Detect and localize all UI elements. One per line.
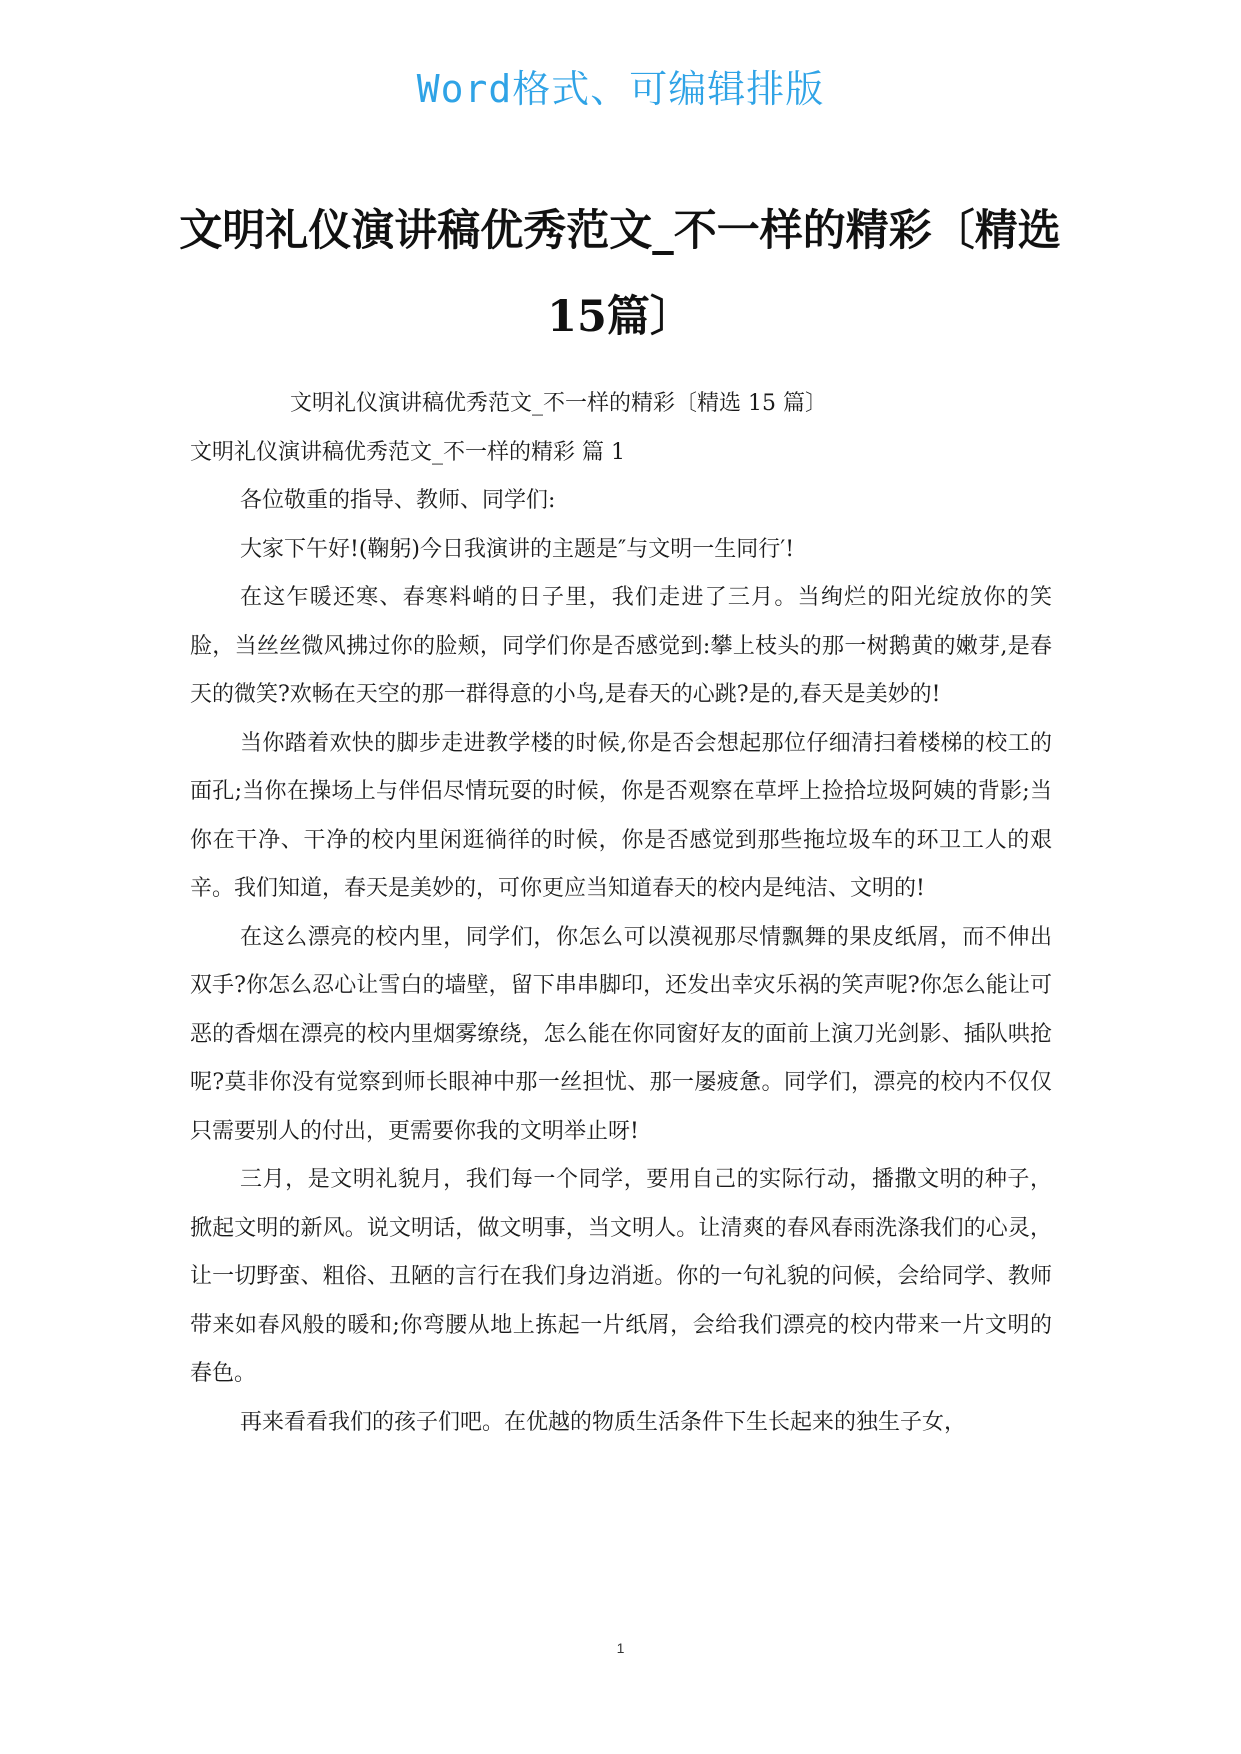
section-heading: 文明礼仪演讲稿优秀范文_不一样的精彩 篇 1 bbox=[190, 439, 625, 465]
document-title bbox=[170, 188, 1070, 360]
paragraph: 大家下午好!(鞠躬)今日我演讲的主题是″与文明一生同行′! bbox=[240, 536, 795, 562]
document-body bbox=[190, 380, 1052, 1447]
document-subtitle: 文明礼仪演讲稿优秀范文_不一样的精彩〔精选 15 篇〕 bbox=[290, 391, 827, 416]
paragraph: 三月，是文明礼貌月，我们每一个同学，要用自己的实际行动，播撒文明的种子，掀起文明的新风。说文明话，做文明事，当文明人。让清爽的春风春雨洗涤我们的心灵，让一切野蛮、粗俗、丑陋的言行在我们身边消逝。你的一句礼貌的问候，会给同学、教师带来如春风般的暖和;你弯腰从地上拣起一片纸屑，会给我们漂亮的校内带来一片文明的春色。 bbox=[190, 1167, 1052, 1386]
paragraph: 当你踏着欢快的脚步走进教学楼的时候,你是否会想起那位仔细清扫着楼梯的校工的面孔;当你在操场上与伴侣尽情玩耍的时候，你是否观察在草坪上捡拾垃圾阿姨的背影;当你在干净、干净的校内里闲逛徜徉的时候，你是否感觉到那些拖垃圾车的环卫工人的艰辛。我们知道，春天是美妙的，可你更应当知道春天的校内是纯洁、文明的! bbox=[190, 730, 1052, 901]
document-title-line-1: 文明礼仪演讲稿优秀范文_不一样的精彩〔精选 bbox=[179, 206, 1061, 256]
paragraph: 在这么漂亮的校内里，同学们，你怎么可以漠视那尽情飘舞的果皮纸屑，而不伸出双手?你怎么忍心让雪白的墙壁，留下串串脚印，还发出幸灾乐祸的笑声呢?你怎么能让可恶的香烟在漂亮的校内里烟雾缭绕，怎么能在你同窗好友的面前上演刀光剑影、插队哄抢呢?莫非你没有觉察到师长眼神中那一丝担忧、那一屡疲惫。同学们，漂亮的校内不仅仅只需要别人的付出，更需要你我的文明举止呀! bbox=[190, 924, 1052, 1144]
paragraph: 在这乍暖还寒、春寒料峭的日子里，我们走进了三月。当绚烂的阳光绽放你的笑脸，当丝丝微风拂过你的脸颊，同学们你是否感觉到:攀上枝头的那一树鹅黄的嫩芽,是春天的微笑?欢畅在天空的那一群得意的小鸟,是春天的心跳?是的,春天是美妙的! bbox=[190, 585, 1052, 707]
header-banner: Word格式、可编辑排版 bbox=[416, 67, 825, 111]
paragraph: 各位敬重的指导、教师、同学们: bbox=[240, 488, 556, 513]
page-number: 1 bbox=[616, 1640, 625, 1656]
paragraph: 再来看看我们的孩子们吧。在优越的物质生活条件下生长起来的独生子女， bbox=[240, 1409, 967, 1435]
document-title-line-2: 15篇〕 bbox=[547, 292, 693, 342]
